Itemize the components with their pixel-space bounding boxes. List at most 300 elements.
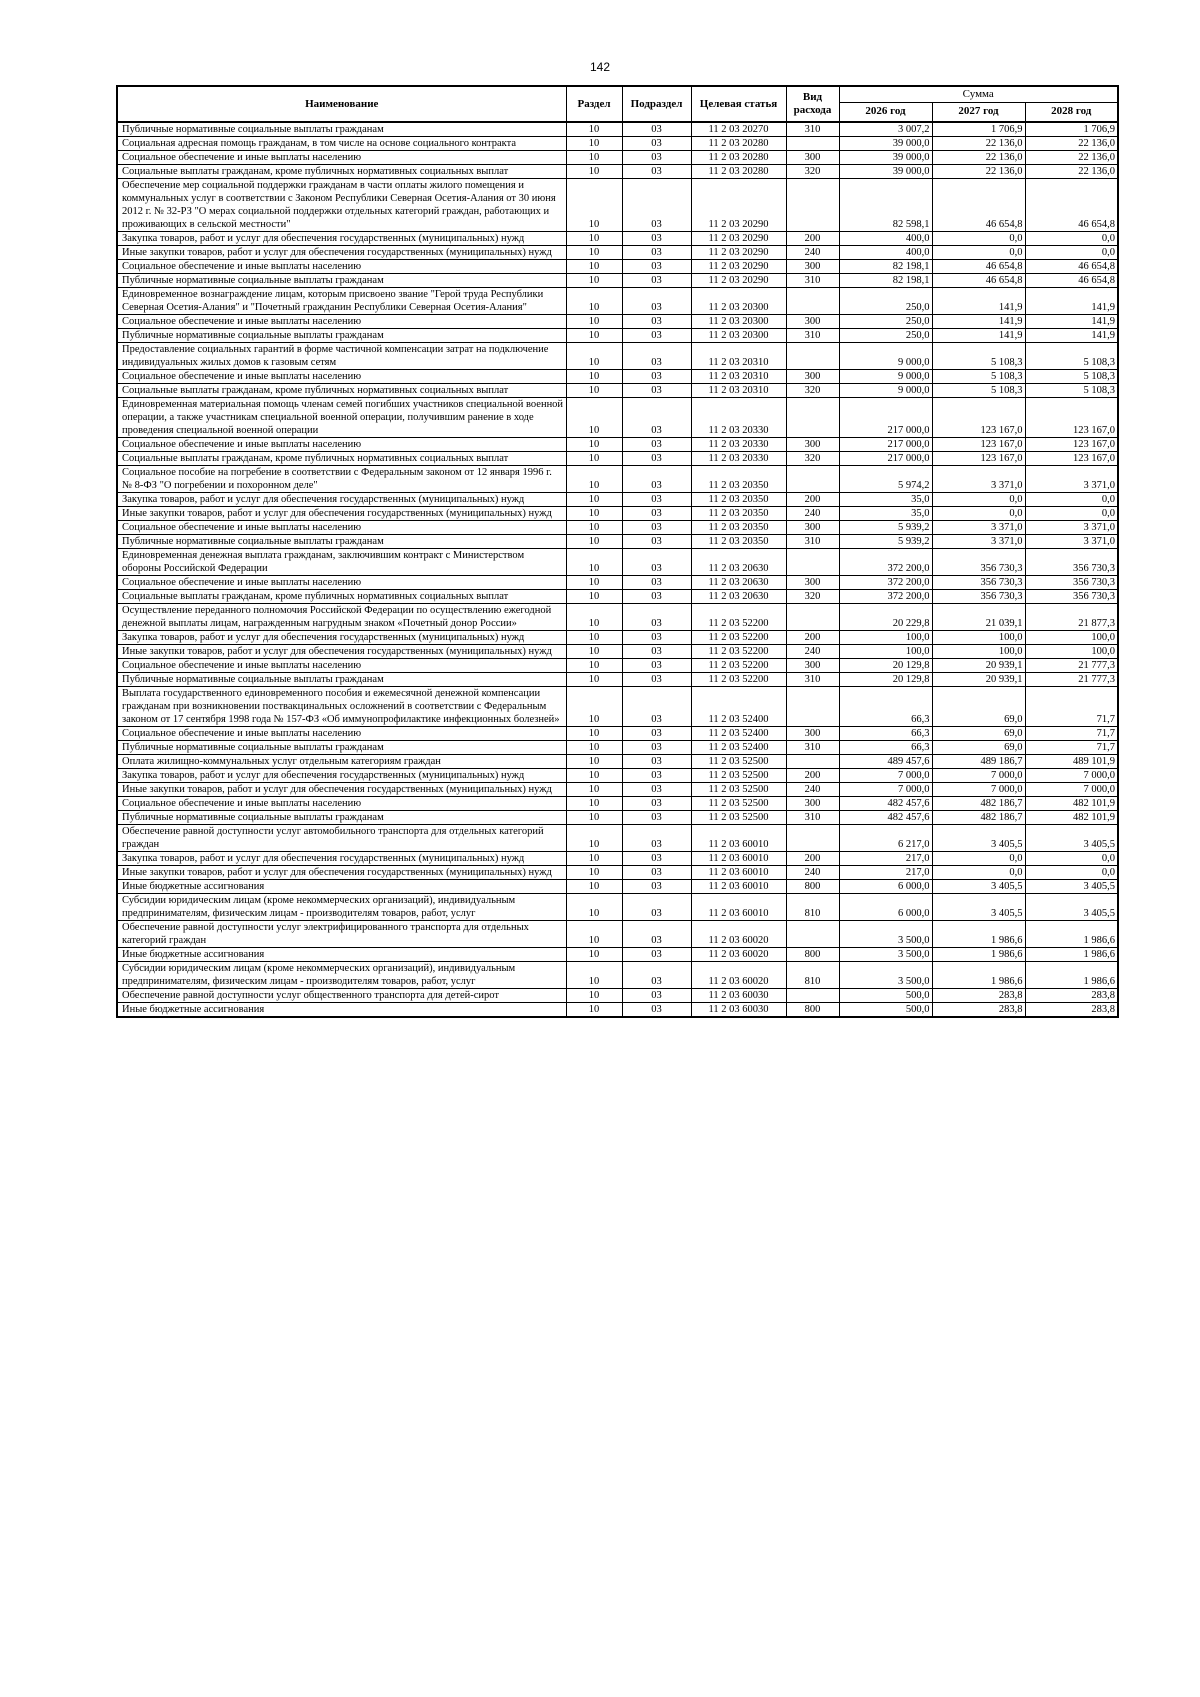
cell-sum-2026: 100,0	[839, 645, 932, 659]
cell-subsection: 03	[622, 549, 691, 576]
cell-target-article: 11 2 03 52400	[691, 741, 786, 755]
cell-target-article: 11 2 03 20630	[691, 590, 786, 604]
cell-sum-2028: 0,0	[1025, 866, 1118, 880]
cell-expense-type: 300	[786, 151, 839, 165]
cell-sum-2027: 100,0	[932, 645, 1025, 659]
cell-section: 10	[566, 165, 622, 179]
cell-sum-2028: 22 136,0	[1025, 151, 1118, 165]
cell-name: Закупка товаров, работ и услуг для обеспечения государственных (муниципальных) нужд	[117, 852, 566, 866]
table-row	[117, 179, 1118, 232]
cell-name: Закупка товаров, работ и услуг для обеспечения государственных (муниципальных) нужд	[117, 232, 566, 246]
cell-sum-2028: 1 986,6	[1025, 921, 1118, 948]
table-row	[117, 645, 1118, 659]
cell-subsection: 03	[622, 659, 691, 673]
cell-expense-type	[786, 755, 839, 769]
cell-sum-2028: 356 730,3	[1025, 590, 1118, 604]
page-number: 142	[589, 60, 611, 74]
cell-target-article: 11 2 03 20630	[691, 576, 786, 590]
cell-name: Социальные выплаты гражданам, кроме публичных нормативных социальных выплат	[117, 384, 566, 398]
cell-expense-type: 300	[786, 576, 839, 590]
cell-expense-type: 300	[786, 438, 839, 452]
cell-section: 10	[566, 576, 622, 590]
cell-name: Публичные нормативные социальные выплаты гражданам	[117, 535, 566, 549]
cell-subsection: 03	[622, 811, 691, 825]
header-target-article: Целевая статья	[691, 86, 786, 122]
cell-subsection: 03	[622, 122, 691, 137]
cell-target-article: 11 2 03 60020	[691, 921, 786, 948]
cell-expense-type: 310	[786, 122, 839, 137]
cell-expense-type: 310	[786, 274, 839, 288]
cell-sum-2027: 46 654,8	[932, 260, 1025, 274]
cell-name: Осуществление переданного полномочия Российской Федерации по осуществлению ежегодной денежной выплаты лицам, награжденным нагрудным знаком «Почетный донор России»	[117, 604, 566, 631]
cell-target-article: 11 2 03 52500	[691, 811, 786, 825]
cell-name: Обеспечение равной доступности услуг автомобильного транспорта для отдельных категорий граждан	[117, 825, 566, 852]
cell-sum-2027: 69,0	[932, 741, 1025, 755]
cell-target-article: 11 2 03 60020	[691, 948, 786, 962]
cell-sum-2028: 123 167,0	[1025, 452, 1118, 466]
cell-sum-2027: 0,0	[932, 866, 1025, 880]
cell-target-article: 11 2 03 20330	[691, 452, 786, 466]
table-row	[117, 727, 1118, 741]
header-name: Наименование	[117, 86, 566, 122]
table-row	[117, 741, 1118, 755]
cell-name: Иные закупки товаров, работ и услуг для обеспечения государственных (муниципальных) нужд	[117, 783, 566, 797]
cell-name: Иные закупки товаров, работ и услуг для обеспечения государственных (муниципальных) нужд	[117, 246, 566, 260]
cell-target-article: 11 2 03 20290	[691, 232, 786, 246]
table-row	[117, 137, 1118, 151]
cell-section: 10	[566, 179, 622, 232]
cell-sum-2028: 123 167,0	[1025, 438, 1118, 452]
cell-section: 10	[566, 894, 622, 921]
cell-sum-2026: 217 000,0	[839, 438, 932, 452]
cell-sum-2028: 0,0	[1025, 507, 1118, 521]
cell-name: Иные закупки товаров, работ и услуг для обеспечения государственных (муниципальных) нужд	[117, 866, 566, 880]
cell-section: 10	[566, 466, 622, 493]
cell-sum-2028: 22 136,0	[1025, 137, 1118, 151]
cell-section: 10	[566, 398, 622, 438]
cell-subsection: 03	[622, 507, 691, 521]
cell-sum-2026: 400,0	[839, 246, 932, 260]
cell-subsection: 03	[622, 673, 691, 687]
cell-name: Социальное обеспечение и иные выплаты населению	[117, 727, 566, 741]
cell-name: Обеспечение мер социальной поддержки гражданам в части оплаты жилого помещения и коммунальных услуг в соответствии с Законом Республики Северная Осетия-Алания от 30 июня 2012 г. № 32-РЗ "О мерах социальной поддержки отдельных категорий граждан, работающих и проживающих в сельской местности"	[117, 179, 566, 232]
cell-sum-2028: 5 108,3	[1025, 370, 1118, 384]
cell-sum-2027: 1 986,6	[932, 962, 1025, 989]
cell-expense-type: 300	[786, 370, 839, 384]
cell-subsection: 03	[622, 343, 691, 370]
cell-target-article: 11 2 03 20290	[691, 260, 786, 274]
cell-expense-type: 300	[786, 659, 839, 673]
cell-subsection: 03	[622, 398, 691, 438]
cell-sum-2027: 283,8	[932, 1003, 1025, 1018]
cell-section: 10	[566, 741, 622, 755]
cell-sum-2027: 356 730,3	[932, 549, 1025, 576]
cell-section: 10	[566, 727, 622, 741]
table-row	[117, 122, 1118, 137]
cell-sum-2027: 100,0	[932, 631, 1025, 645]
cell-sum-2026: 372 200,0	[839, 590, 932, 604]
cell-sum-2026: 482 457,6	[839, 811, 932, 825]
cell-expense-type: 800	[786, 948, 839, 962]
cell-section: 10	[566, 521, 622, 535]
table-row	[117, 659, 1118, 673]
header-subsection: Подраздел	[622, 86, 691, 122]
cell-expense-type: 240	[786, 246, 839, 260]
table-row	[117, 246, 1118, 260]
cell-target-article: 11 2 03 20330	[691, 438, 786, 452]
cell-name: Социальное обеспечение и иные выплаты населению	[117, 521, 566, 535]
cell-subsection: 03	[622, 466, 691, 493]
cell-subsection: 03	[622, 894, 691, 921]
cell-expense-type: 310	[786, 741, 839, 755]
cell-name: Публичные нормативные социальные выплаты гражданам	[117, 811, 566, 825]
cell-target-article: 11 2 03 52400	[691, 727, 786, 741]
cell-target-article: 11 2 03 20350	[691, 507, 786, 521]
cell-target-article: 11 2 03 60030	[691, 1003, 786, 1018]
cell-section: 10	[566, 329, 622, 343]
cell-subsection: 03	[622, 797, 691, 811]
cell-sum-2028: 489 101,9	[1025, 755, 1118, 769]
cell-subsection: 03	[622, 852, 691, 866]
cell-sum-2028: 283,8	[1025, 1003, 1118, 1018]
cell-target-article: 11 2 03 60010	[691, 880, 786, 894]
cell-section: 10	[566, 493, 622, 507]
cell-subsection: 03	[622, 246, 691, 260]
cell-sum-2026: 82 198,1	[839, 260, 932, 274]
cell-section: 10	[566, 535, 622, 549]
cell-expense-type: 200	[786, 493, 839, 507]
table-row	[117, 769, 1118, 783]
cell-subsection: 03	[622, 151, 691, 165]
table-row	[117, 783, 1118, 797]
cell-target-article: 11 2 03 60010	[691, 894, 786, 921]
cell-sum-2028: 482 101,9	[1025, 811, 1118, 825]
cell-sum-2028: 141,9	[1025, 288, 1118, 315]
cell-sum-2028: 1 706,9	[1025, 122, 1118, 137]
cell-name: Единовременная материальная помощь членам семей погибших участников специальной военной операции, а также участникам специальной военной операции, получившим ранение в ходе проведения специальной военной операции	[117, 398, 566, 438]
cell-section: 10	[566, 989, 622, 1003]
cell-expense-type	[786, 921, 839, 948]
cell-subsection: 03	[622, 590, 691, 604]
cell-sum-2027: 69,0	[932, 687, 1025, 727]
table-row	[117, 493, 1118, 507]
cell-target-article: 11 2 03 20290	[691, 246, 786, 260]
cell-section: 10	[566, 507, 622, 521]
cell-sum-2028: 141,9	[1025, 329, 1118, 343]
cell-sum-2026: 482 457,6	[839, 797, 932, 811]
cell-sum-2026: 6 000,0	[839, 880, 932, 894]
header-section: Раздел	[566, 86, 622, 122]
cell-sum-2027: 482 186,7	[932, 797, 1025, 811]
cell-subsection: 03	[622, 727, 691, 741]
cell-subsection: 03	[622, 631, 691, 645]
cell-section: 10	[566, 232, 622, 246]
cell-expense-type: 300	[786, 315, 839, 329]
table-row	[117, 329, 1118, 343]
cell-sum-2027: 5 108,3	[932, 343, 1025, 370]
cell-section: 10	[566, 590, 622, 604]
cell-expense-type: 300	[786, 727, 839, 741]
cell-sum-2028: 283,8	[1025, 989, 1118, 1003]
header-sum: Сумма	[839, 86, 1118, 102]
cell-subsection: 03	[622, 962, 691, 989]
cell-name: Социальная адресная помощь гражданам, в том числе на основе социального контракта	[117, 137, 566, 151]
cell-sum-2026: 5 939,2	[839, 535, 932, 549]
cell-name: Иные закупки товаров, работ и услуг для обеспечения государственных (муниципальных) нужд	[117, 645, 566, 659]
cell-sum-2027: 283,8	[932, 989, 1025, 1003]
cell-sum-2026: 39 000,0	[839, 165, 932, 179]
cell-name: Выплата государственного единовременного пособия и ежемесячной денежной компенсации гражданам при возникновении поствакцинальных осложнений в соответствии с Федеральным законом от 17 сентября 1998 года № 157-ФЗ «Об иммунопрофилактике инфекционных болезней»	[117, 687, 566, 727]
table-row	[117, 549, 1118, 576]
table-row	[117, 288, 1118, 315]
cell-name: Иные бюджетные ассигнования	[117, 948, 566, 962]
cell-name: Обеспечение равной доступности услуг электрифицированного транспорта для отдельных категорий граждан	[117, 921, 566, 948]
cell-expense-type: 810	[786, 894, 839, 921]
cell-target-article: 11 2 03 20280	[691, 165, 786, 179]
cell-section: 10	[566, 769, 622, 783]
cell-sum-2026: 3 500,0	[839, 948, 932, 962]
cell-name: Субсидии юридическим лицам (кроме некоммерческих организаций), индивидуальным предпринимателям, физическим лицам - производителям товаров, работ, услуг	[117, 894, 566, 921]
cell-name: Закупка товаров, работ и услуг для обеспечения государственных (муниципальных) нужд	[117, 631, 566, 645]
cell-sum-2028: 5 108,3	[1025, 384, 1118, 398]
cell-sum-2028: 5 108,3	[1025, 343, 1118, 370]
budget-table	[116, 85, 1119, 1018]
cell-sum-2026: 66,3	[839, 687, 932, 727]
cell-target-article: 11 2 03 20280	[691, 137, 786, 151]
table-row	[117, 631, 1118, 645]
table-row	[117, 948, 1118, 962]
table-row	[117, 962, 1118, 989]
cell-sum-2027: 1 986,6	[932, 921, 1025, 948]
cell-sum-2026: 6 217,0	[839, 825, 932, 852]
cell-section: 10	[566, 880, 622, 894]
table-row	[117, 866, 1118, 880]
cell-target-article: 11 2 03 52400	[691, 687, 786, 727]
cell-subsection: 03	[622, 452, 691, 466]
cell-sum-2028: 46 654,8	[1025, 179, 1118, 232]
cell-sum-2027: 3 405,5	[932, 880, 1025, 894]
cell-sum-2028: 71,7	[1025, 727, 1118, 741]
cell-sum-2028: 123 167,0	[1025, 398, 1118, 438]
cell-subsection: 03	[622, 783, 691, 797]
header-expense-type: Вид расхода	[786, 86, 839, 122]
cell-target-article: 11 2 03 20350	[691, 535, 786, 549]
cell-sum-2028: 3 371,0	[1025, 521, 1118, 535]
cell-expense-type: 300	[786, 260, 839, 274]
table-row	[117, 507, 1118, 521]
cell-sum-2028: 0,0	[1025, 852, 1118, 866]
cell-sum-2026: 217,0	[839, 852, 932, 866]
cell-sum-2027: 46 654,8	[932, 274, 1025, 288]
cell-expense-type	[786, 137, 839, 151]
cell-expense-type: 300	[786, 797, 839, 811]
cell-target-article: 11 2 03 60030	[691, 989, 786, 1003]
cell-expense-type	[786, 466, 839, 493]
cell-name: Социальное пособие на погребение в соответствии с Федеральным законом от 12 января 1996 г. № 8-ФЗ "О погребении и похоронном деле"	[117, 466, 566, 493]
cell-sum-2027: 356 730,3	[932, 576, 1025, 590]
table-row	[117, 521, 1118, 535]
cell-sum-2026: 39 000,0	[839, 151, 932, 165]
cell-target-article: 11 2 03 52200	[691, 631, 786, 645]
header-year-2026: 2026 год	[839, 102, 932, 122]
cell-sum-2027: 3 405,5	[932, 825, 1025, 852]
cell-section: 10	[566, 452, 622, 466]
cell-sum-2028: 46 654,8	[1025, 274, 1118, 288]
cell-target-article: 11 2 03 60010	[691, 825, 786, 852]
cell-name: Иные закупки товаров, работ и услуг для обеспечения государственных (муниципальных) нужд	[117, 507, 566, 521]
cell-target-article: 11 2 03 20310	[691, 370, 786, 384]
cell-expense-type	[786, 687, 839, 727]
cell-subsection: 03	[622, 288, 691, 315]
cell-sum-2026: 35,0	[839, 493, 932, 507]
cell-section: 10	[566, 137, 622, 151]
cell-expense-type: 800	[786, 1003, 839, 1018]
cell-target-article: 11 2 03 20310	[691, 384, 786, 398]
table-row	[117, 466, 1118, 493]
table-row	[117, 232, 1118, 246]
cell-sum-2026: 217 000,0	[839, 452, 932, 466]
cell-sum-2028: 21 777,3	[1025, 659, 1118, 673]
cell-sum-2027: 123 167,0	[932, 452, 1025, 466]
cell-subsection: 03	[622, 315, 691, 329]
table-row	[117, 398, 1118, 438]
cell-sum-2026: 5 939,2	[839, 521, 932, 535]
cell-sum-2026: 217,0	[839, 866, 932, 880]
cell-target-article: 11 2 03 52500	[691, 797, 786, 811]
cell-sum-2026: 82 198,1	[839, 274, 932, 288]
cell-sum-2026: 7 000,0	[839, 769, 932, 783]
cell-subsection: 03	[622, 370, 691, 384]
cell-name: Публичные нормативные социальные выплаты гражданам	[117, 329, 566, 343]
cell-target-article: 11 2 03 20310	[691, 343, 786, 370]
cell-section: 10	[566, 921, 622, 948]
cell-sum-2027: 3 405,5	[932, 894, 1025, 921]
cell-sum-2026: 35,0	[839, 507, 932, 521]
cell-sum-2028: 71,7	[1025, 741, 1118, 755]
cell-target-article: 11 2 03 52500	[691, 755, 786, 769]
cell-subsection: 03	[622, 741, 691, 755]
table-row	[117, 852, 1118, 866]
cell-sum-2026: 9 000,0	[839, 384, 932, 398]
cell-subsection: 03	[622, 384, 691, 398]
cell-sum-2028: 356 730,3	[1025, 576, 1118, 590]
cell-expense-type	[786, 288, 839, 315]
cell-sum-2028: 100,0	[1025, 631, 1118, 645]
header-year-2027: 2027 год	[932, 102, 1025, 122]
cell-sum-2026: 20 229,8	[839, 604, 932, 631]
cell-sum-2027: 21 039,1	[932, 604, 1025, 631]
cell-sum-2027: 482 186,7	[932, 811, 1025, 825]
cell-expense-type: 240	[786, 507, 839, 521]
cell-sum-2027: 69,0	[932, 727, 1025, 741]
cell-name: Публичные нормативные социальные выплаты гражданам	[117, 274, 566, 288]
cell-section: 10	[566, 659, 622, 673]
cell-expense-type	[786, 549, 839, 576]
cell-subsection: 03	[622, 755, 691, 769]
cell-subsection: 03	[622, 1003, 691, 1018]
cell-name: Обеспечение равной доступности услуг общественного транспорта для детей-сирот	[117, 989, 566, 1003]
cell-name: Иные бюджетные ассигнования	[117, 880, 566, 894]
cell-section: 10	[566, 687, 622, 727]
cell-subsection: 03	[622, 576, 691, 590]
cell-sum-2028: 100,0	[1025, 645, 1118, 659]
cell-subsection: 03	[622, 165, 691, 179]
cell-sum-2026: 3 500,0	[839, 921, 932, 948]
cell-target-article: 11 2 03 20300	[691, 315, 786, 329]
cell-sum-2026: 250,0	[839, 288, 932, 315]
cell-expense-type: 310	[786, 535, 839, 549]
cell-sum-2028: 3 371,0	[1025, 535, 1118, 549]
cell-sum-2026: 250,0	[839, 315, 932, 329]
table-row	[117, 535, 1118, 549]
cell-target-article: 11 2 03 52200	[691, 604, 786, 631]
cell-sum-2026: 9 000,0	[839, 370, 932, 384]
cell-sum-2027: 0,0	[932, 246, 1025, 260]
cell-name: Единовременная денежная выплата гражданам, заключившим контракт с Министерством обороны Российской Федерации	[117, 549, 566, 576]
cell-sum-2026: 66,3	[839, 741, 932, 755]
cell-name: Социальные выплаты гражданам, кроме публичных нормативных социальных выплат	[117, 590, 566, 604]
cell-subsection: 03	[622, 769, 691, 783]
table-header	[117, 86, 1118, 122]
table-row	[117, 755, 1118, 769]
cell-name: Социальное обеспечение и иные выплаты населению	[117, 370, 566, 384]
table-row	[117, 1003, 1118, 1018]
cell-sum-2027: 1 986,6	[932, 948, 1025, 962]
cell-section: 10	[566, 438, 622, 452]
cell-sum-2026: 489 457,6	[839, 755, 932, 769]
cell-section: 10	[566, 260, 622, 274]
cell-sum-2028: 3 405,5	[1025, 825, 1118, 852]
cell-sum-2027: 5 108,3	[932, 370, 1025, 384]
cell-expense-type: 310	[786, 673, 839, 687]
cell-subsection: 03	[622, 137, 691, 151]
table-row	[117, 384, 1118, 398]
cell-sum-2027: 20 939,1	[932, 659, 1025, 673]
cell-target-article: 11 2 03 20300	[691, 288, 786, 315]
cell-sum-2026: 9 000,0	[839, 343, 932, 370]
cell-name: Социальное обеспечение и иные выплаты населению	[117, 659, 566, 673]
cell-section: 10	[566, 604, 622, 631]
cell-sum-2028: 1 986,6	[1025, 962, 1118, 989]
cell-sum-2026: 39 000,0	[839, 137, 932, 151]
cell-sum-2028: 21 877,3	[1025, 604, 1118, 631]
table-row	[117, 989, 1118, 1003]
cell-section: 10	[566, 645, 622, 659]
cell-sum-2027: 3 371,0	[932, 535, 1025, 549]
cell-expense-type: 200	[786, 232, 839, 246]
cell-expense-type: 240	[786, 783, 839, 797]
cell-name: Социальное обеспечение и иные выплаты населению	[117, 438, 566, 452]
cell-section: 10	[566, 852, 622, 866]
cell-section: 10	[566, 797, 622, 811]
cell-section: 10	[566, 962, 622, 989]
cell-sum-2027: 489 186,7	[932, 755, 1025, 769]
cell-sum-2026: 20 129,8	[839, 659, 932, 673]
cell-section: 10	[566, 246, 622, 260]
cell-section: 10	[566, 549, 622, 576]
cell-sum-2027: 123 167,0	[932, 438, 1025, 452]
cell-name: Социальные выплаты гражданам, кроме публичных нормативных социальных выплат	[117, 165, 566, 179]
cell-subsection: 03	[622, 179, 691, 232]
cell-subsection: 03	[622, 232, 691, 246]
cell-section: 10	[566, 783, 622, 797]
cell-expense-type: 240	[786, 645, 839, 659]
cell-section: 10	[566, 288, 622, 315]
table-row	[117, 274, 1118, 288]
cell-expense-type: 310	[786, 329, 839, 343]
cell-sum-2028: 7 000,0	[1025, 769, 1118, 783]
cell-sum-2027: 22 136,0	[932, 151, 1025, 165]
